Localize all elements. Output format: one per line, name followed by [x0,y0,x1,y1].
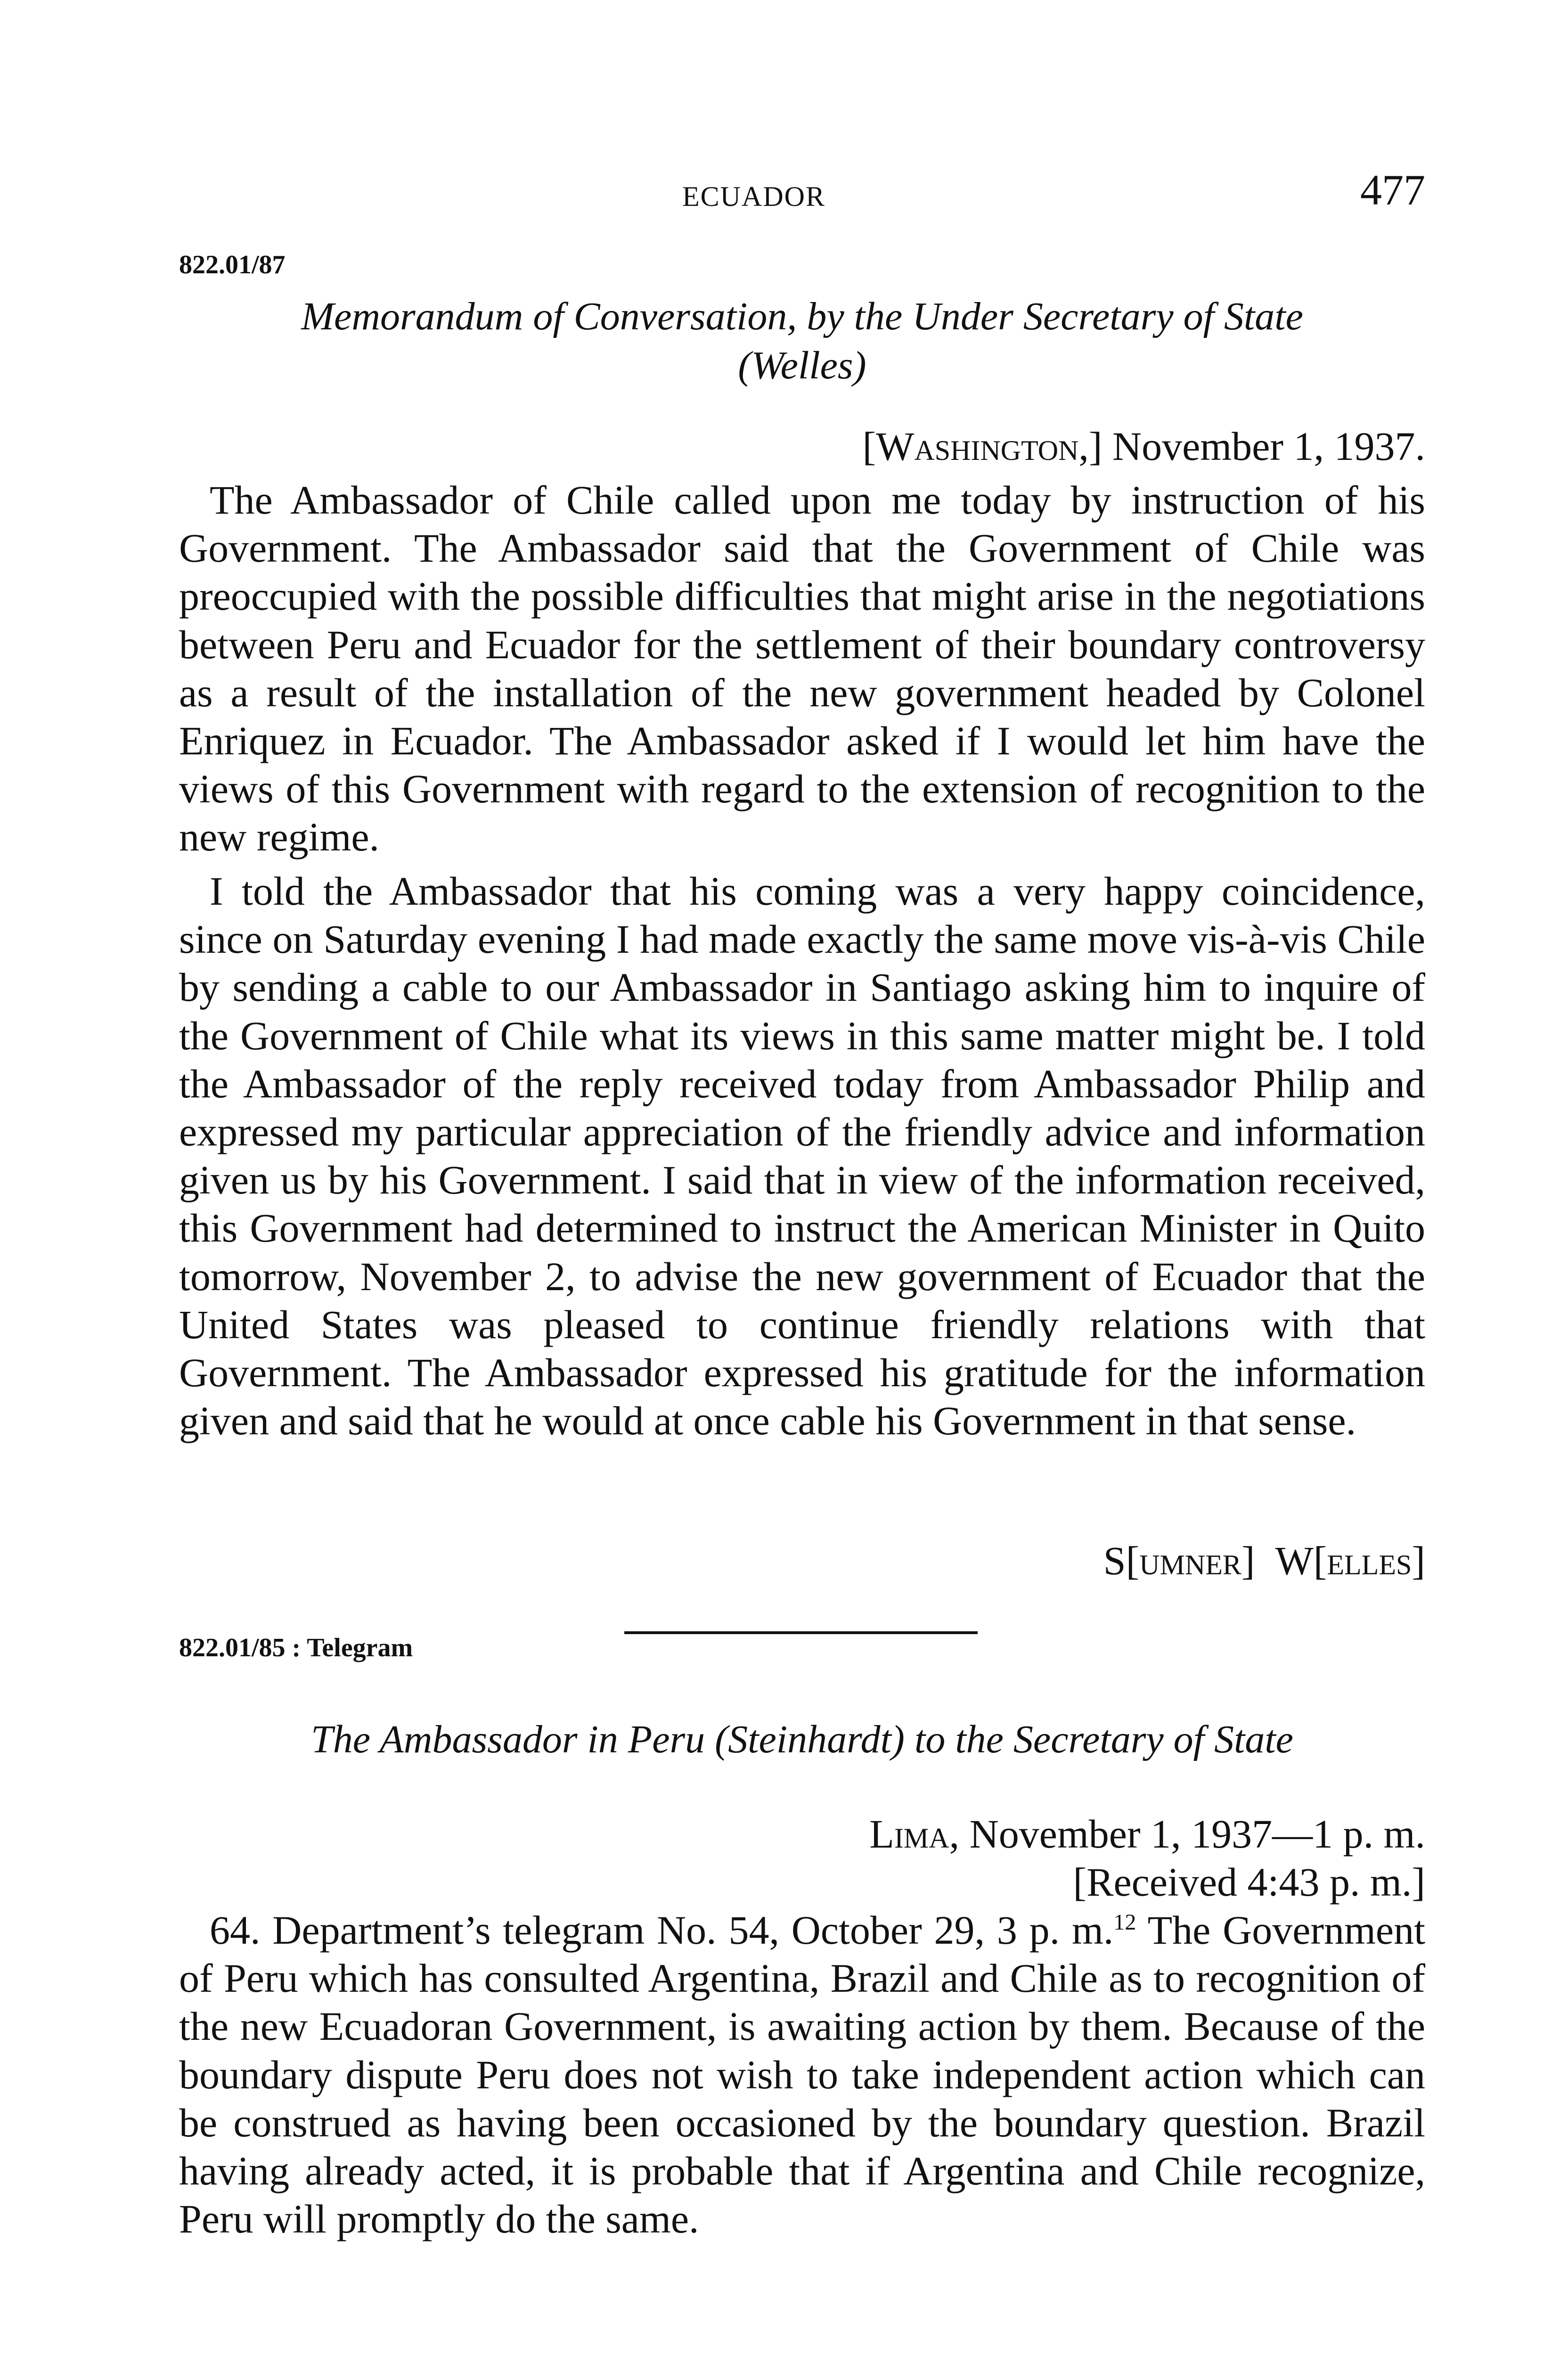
document-title [179,292,1425,390]
file-reference: 822.01/87 [179,250,286,279]
dateline-date: November 1, 1937. [1112,424,1425,469]
dateline-date: November 1, 1937—1 p. m. [969,1811,1425,1857]
section-separator [624,1631,978,1634]
document-title-line: Memorandum of Conversation, by the Under Secretary of State [301,294,1303,338]
received-time: [Received 4:43 p. m.] [1073,1859,1425,1905]
document-title: The Ambassador in Peru (Steinhardt) to the Secretary of State [311,1718,1293,1761]
document-title-line: (Welles) [738,344,866,387]
signature-initial: W [1275,1538,1314,1583]
paragraph-text: The Government of Peru which has consulted Argentina, Brazil and Chile as to recognition of the new Ecuadoran Government, is awaiting action by them. Because of the boundary dispute Peru does not wish to take independent action which can be construed as having been occasioned by the boundary question. Brazil having already acted, it is probable that if Argentina and Chile recognize, Peru will promptly do the same. [179,1907,1425,2242]
page-number: 477 [1360,166,1425,214]
signature: S[umner] W[elles] [1103,1538,1425,1583]
file-reference: 822.01/85 : Telegram [179,1633,413,1662]
body-paragraph [179,1906,1425,2243]
signature-initial: S [1103,1538,1126,1583]
dateline: Lima, November 1, 1937—1 p. m. [869,1811,1425,1857]
paragraph-text: 64. Department’s telegram No. 54, October 29, 3 p. m. [210,1907,1114,1953]
running-head: ECUADOR [682,181,825,212]
footnote-marker[interactable]: 12 [1113,1910,1136,1935]
signature-expansion: elles [1327,1538,1412,1583]
body-paragraph: The Ambassador of Chile called upon me today by instruction of his Government. The Ambassador said that the Government of Chile was preoccupied with the possible difficulties that might arise in the negotiations between Peru and Ecuador for the settlement of their boundary controversy as a result of the installation of the new government headed by Colonel Enriquez in Ecuador. The Ambassador asked if I would let him have the views of this Government with regard to the extension of recognition to the new regime. [179,477,1425,860]
signature-expansion: umner [1139,1538,1241,1583]
body-paragraph: I told the Ambassador that his coming was a very happy coincidence, since on Saturday evening I had made exactly the same move vis-à-vis Chile by sending a cable to our Ambassador in Santiago asking him to inquire of the Government of Chile what its views in this same matter might be. I told the Ambassador of the reply received today from Ambassador Philip and expressed my particular appreciation of the friendly advice and information given us by his Government. I said that in view of the information received, this Government had determined to instruct the American Minister in Quito tomorrow, November 2, to advise the new government of Ecuador that the United States was pleased to continue friendly relations with that Government. The Ambassador expressed his gratitude for the information given and said that he would at once cable his Government in that sense. [179,868,1425,1444]
dateline: [Washington,] November 1, 1937. [862,424,1425,469]
dateline-place: Washington [876,424,1079,469]
dateline-place: Lima [869,1811,949,1857]
